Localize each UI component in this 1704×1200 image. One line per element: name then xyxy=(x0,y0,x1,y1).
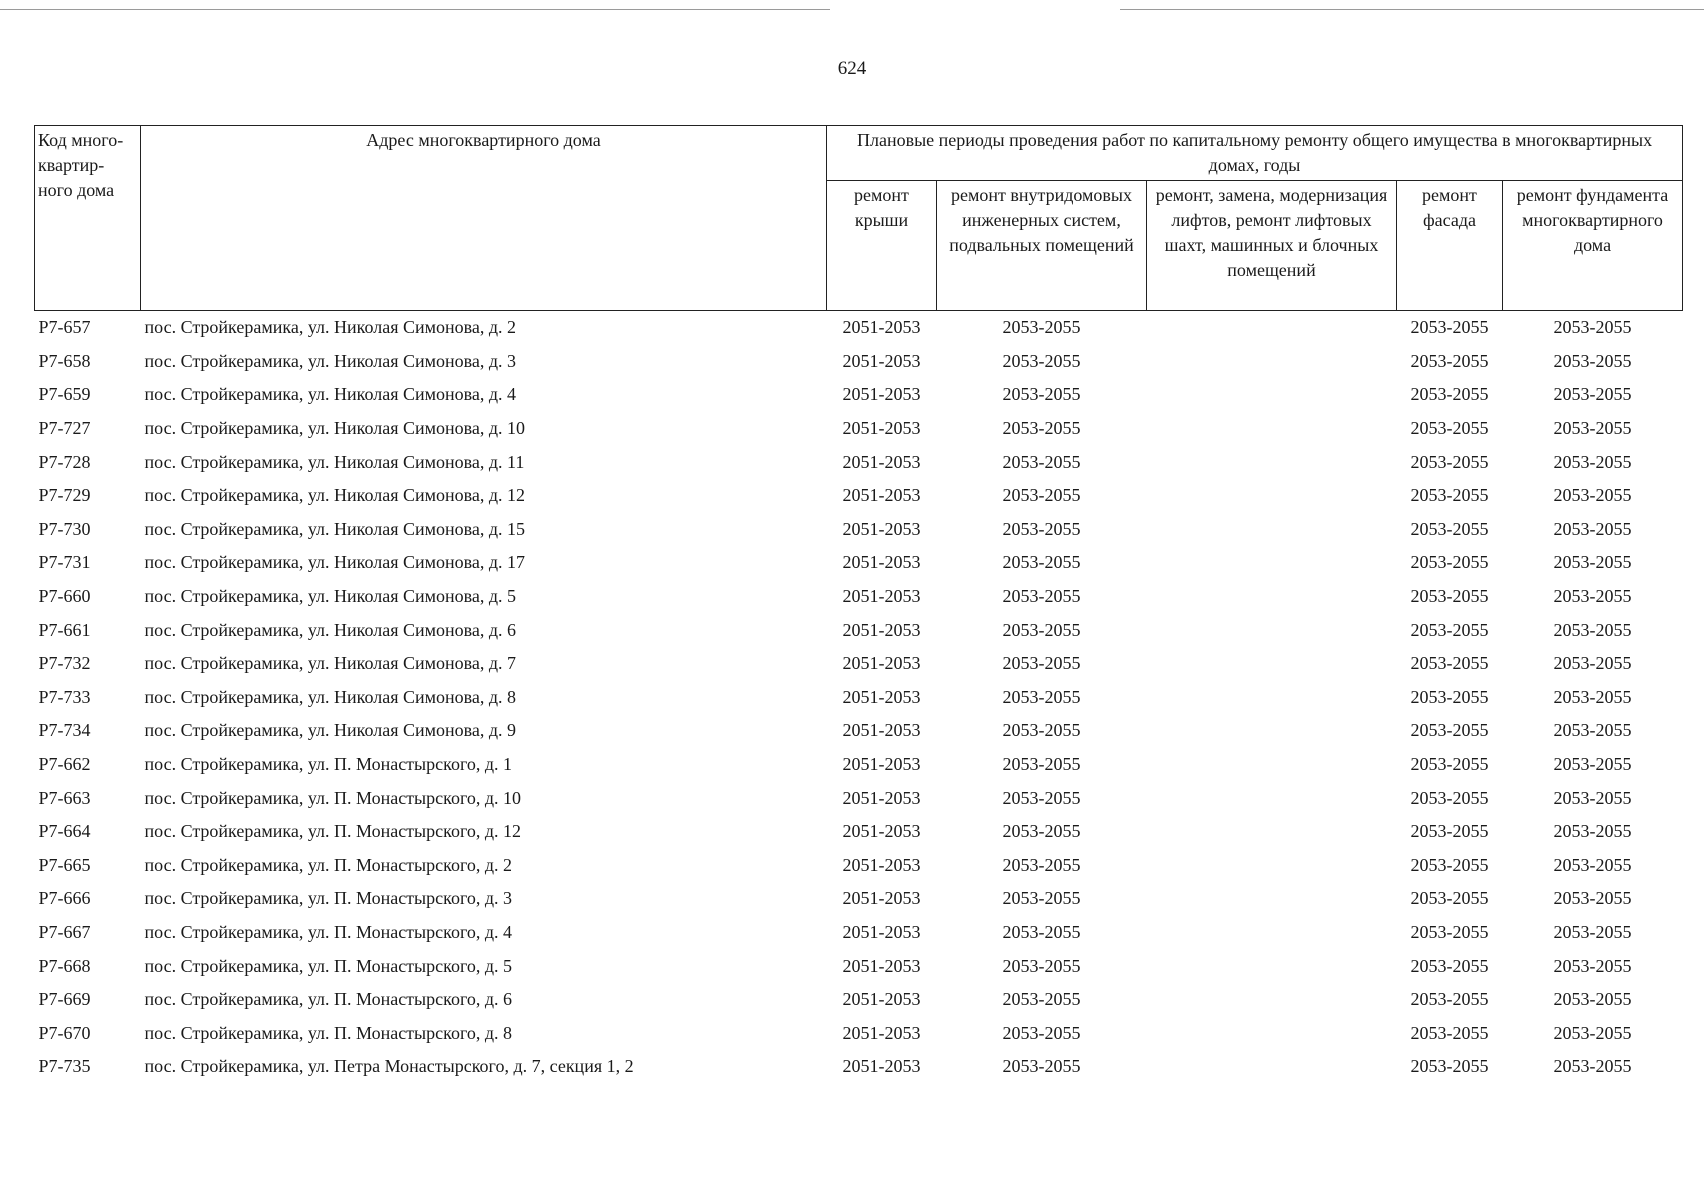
cell-engineering: 2053-2055 xyxy=(1002,686,1081,707)
table-row xyxy=(35,714,1683,748)
cell-address: пос. Стройкерамика, ул. П. Монастырского, д. 6 xyxy=(144,989,513,1010)
page-number: 624 xyxy=(837,58,867,79)
cell-engineering: 2053-2055 xyxy=(1002,821,1081,842)
cell-code: P7-665 xyxy=(38,854,91,875)
cell-roof: 2051-2053 xyxy=(842,821,921,842)
cell-roof: 2051-2053 xyxy=(842,720,921,741)
cell-facade: 2053-2055 xyxy=(1410,552,1489,573)
cell-address: пос. Стройкерамика, ул. Николая Симонова, д. 4 xyxy=(144,384,517,405)
cell-address: пос. Стройкерамика, ул. Николая Симонова, д. 11 xyxy=(144,451,525,472)
cell-address: пос. Стройкерамика, ул. Николая Симонова, д. 9 xyxy=(144,720,517,741)
table-row xyxy=(35,580,1683,614)
header-address: Адрес многоквартирного дома xyxy=(141,126,827,311)
cell-facade: 2053-2055 xyxy=(1410,888,1489,909)
cell-foundation: 2053-2055 xyxy=(1553,518,1632,539)
cell-engineering: 2053-2055 xyxy=(1002,552,1081,573)
cell-address: пос. Стройкерамика, ул. П. Монастырского, д. 4 xyxy=(144,921,513,942)
cell-elevator xyxy=(1147,546,1397,580)
cell-engineering: 2053-2055 xyxy=(1002,1056,1081,1077)
cell-facade: 2053-2055 xyxy=(1410,586,1489,607)
table-row xyxy=(35,949,1683,983)
cell-address: пос. Стройкерамика, ул. П. Монастырского, д. 1 xyxy=(144,754,513,775)
table-row xyxy=(35,916,1683,950)
cell-roof: 2051-2053 xyxy=(842,384,921,405)
cell-engineering: 2053-2055 xyxy=(1002,518,1081,539)
cell-roof: 2051-2053 xyxy=(842,418,921,439)
cell-address: пос. Стройкерамика, ул. Николая Симонова, д. 12 xyxy=(144,485,526,506)
cell-code: P7-663 xyxy=(38,787,91,808)
cell-foundation: 2053-2055 xyxy=(1553,552,1632,573)
cell-address: пос. Стройкерамика, ул. П. Монастырского, д. 3 xyxy=(144,888,513,909)
cell-code: P7-733 xyxy=(38,686,91,707)
cell-foundation: 2053-2055 xyxy=(1553,619,1632,640)
cell-roof: 2051-2053 xyxy=(842,854,921,875)
table-row xyxy=(35,345,1683,379)
table-row xyxy=(35,445,1683,479)
cell-address: пос. Стройкерамика, ул. Николая Симонова, д. 7 xyxy=(144,653,517,674)
cell-foundation: 2053-2055 xyxy=(1553,989,1632,1010)
table-body xyxy=(35,311,1683,1084)
header-roof: ремонт крыши xyxy=(827,181,937,311)
cell-facade: 2053-2055 xyxy=(1410,418,1489,439)
cell-code: P7-727 xyxy=(38,418,91,439)
cell-facade: 2053-2055 xyxy=(1410,653,1489,674)
table-row xyxy=(35,378,1683,412)
table-row xyxy=(35,983,1683,1017)
cell-foundation: 2053-2055 xyxy=(1553,787,1632,808)
cell-facade: 2053-2055 xyxy=(1410,1022,1489,1043)
cell-roof: 2051-2053 xyxy=(842,1022,921,1043)
cell-engineering: 2053-2055 xyxy=(1002,384,1081,405)
cell-engineering: 2053-2055 xyxy=(1002,653,1081,674)
cell-code: P7-666 xyxy=(38,888,91,909)
cell-elevator xyxy=(1147,815,1397,849)
cell-elevator xyxy=(1147,983,1397,1017)
cell-foundation: 2053-2055 xyxy=(1553,955,1632,976)
cell-code: P7-734 xyxy=(38,720,91,741)
cell-code: P7-660 xyxy=(38,586,91,607)
cell-roof: 2051-2053 xyxy=(842,686,921,707)
cell-elevator xyxy=(1147,781,1397,815)
cell-address: пос. Стройкерамика, ул. Николая Симонова, д. 5 xyxy=(144,586,517,607)
cell-facade: 2053-2055 xyxy=(1410,686,1489,707)
cell-code: P7-657 xyxy=(38,317,91,338)
header-facade: ремонт фасада xyxy=(1397,181,1503,311)
cell-facade: 2053-2055 xyxy=(1410,989,1489,1010)
cell-code: P7-668 xyxy=(38,955,91,976)
cell-address: пос. Стройкерамика, ул. П. Монастырского, д. 10 xyxy=(144,787,522,808)
cell-address: пос. Стройкерамика, ул. Николая Симонова, д. 15 xyxy=(144,518,526,539)
cell-roof: 2051-2053 xyxy=(842,485,921,506)
scan-top-rule xyxy=(0,9,830,10)
cell-elevator xyxy=(1147,445,1397,479)
cell-code: P7-735 xyxy=(38,1056,91,1077)
cell-address: пос. Стройкерамика, ул. П. Монастырского, д. 5 xyxy=(144,955,513,976)
table-row xyxy=(35,613,1683,647)
cell-foundation: 2053-2055 xyxy=(1553,921,1632,942)
cell-facade: 2053-2055 xyxy=(1410,451,1489,472)
cell-code: P7-659 xyxy=(38,384,91,405)
cell-foundation: 2053-2055 xyxy=(1553,653,1632,674)
cell-foundation: 2053-2055 xyxy=(1553,754,1632,775)
table-row xyxy=(35,1050,1683,1084)
cell-foundation: 2053-2055 xyxy=(1553,720,1632,741)
cell-code: P7-731 xyxy=(38,552,91,573)
cell-elevator xyxy=(1147,613,1397,647)
cell-roof: 2051-2053 xyxy=(842,989,921,1010)
cell-code: P7-670 xyxy=(38,1022,91,1043)
cell-address: пос. Стройкерамика, ул. П. Монастырского, д. 2 xyxy=(144,854,513,875)
cell-foundation: 2053-2055 xyxy=(1553,485,1632,506)
cell-engineering: 2053-2055 xyxy=(1002,888,1081,909)
cell-address: пос. Стройкерамика, ул. Николая Симонова, д. 2 xyxy=(144,317,517,338)
cell-elevator xyxy=(1147,882,1397,916)
cell-elevator xyxy=(1147,513,1397,547)
cell-elevator xyxy=(1147,647,1397,681)
cell-engineering: 2053-2055 xyxy=(1002,720,1081,741)
table-row xyxy=(35,546,1683,580)
cell-engineering: 2053-2055 xyxy=(1002,989,1081,1010)
table-row xyxy=(35,748,1683,782)
cell-code: P7-662 xyxy=(38,754,91,775)
cell-code: P7-732 xyxy=(38,653,91,674)
cell-roof: 2051-2053 xyxy=(842,653,921,674)
cell-code: P7-730 xyxy=(38,518,91,539)
cell-address: пос. Стройкерамика, ул. П. Монастырского, д. 12 xyxy=(144,821,522,842)
cell-elevator xyxy=(1147,412,1397,446)
table-row xyxy=(35,882,1683,916)
cell-address: пос. Стройкерамика, ул. Николая Симонова, д. 10 xyxy=(144,418,526,439)
cell-facade: 2053-2055 xyxy=(1410,384,1489,405)
cell-foundation: 2053-2055 xyxy=(1553,350,1632,371)
table-row xyxy=(35,681,1683,715)
cell-elevator xyxy=(1147,916,1397,950)
cell-foundation: 2053-2055 xyxy=(1553,686,1632,707)
cell-roof: 2051-2053 xyxy=(842,754,921,775)
cell-facade: 2053-2055 xyxy=(1410,317,1489,338)
cell-elevator xyxy=(1147,345,1397,379)
header-group: Плановые периоды проведения работ по капитальному ремонту общего имущества в многоквартирных домах, годы xyxy=(827,126,1683,181)
header-code: Код много-квартир-ного дома xyxy=(35,126,141,311)
cell-roof: 2051-2053 xyxy=(842,552,921,573)
cell-elevator xyxy=(1147,849,1397,883)
table-row xyxy=(35,513,1683,547)
table-row xyxy=(35,815,1683,849)
cell-code: P7-669 xyxy=(38,989,91,1010)
cell-address: пос. Стройкерамика, ул. Николая Симонова, д. 6 xyxy=(144,619,517,640)
cell-facade: 2053-2055 xyxy=(1410,1056,1489,1077)
cell-address: пос. Стройкерамика, ул. Николая Симонова, д. 3 xyxy=(144,350,517,371)
cell-engineering: 2053-2055 xyxy=(1002,619,1081,640)
cell-facade: 2053-2055 xyxy=(1410,619,1489,640)
cell-code: P7-661 xyxy=(38,619,91,640)
cell-elevator xyxy=(1147,1016,1397,1050)
cell-engineering: 2053-2055 xyxy=(1002,317,1081,338)
cell-code: P7-728 xyxy=(38,451,91,472)
cell-code: P7-664 xyxy=(38,821,91,842)
cell-foundation: 2053-2055 xyxy=(1553,384,1632,405)
cell-elevator xyxy=(1147,378,1397,412)
cell-roof: 2051-2053 xyxy=(842,955,921,976)
table-row xyxy=(35,479,1683,513)
cell-roof: 2051-2053 xyxy=(842,888,921,909)
table-row xyxy=(35,311,1683,345)
cell-foundation: 2053-2055 xyxy=(1553,821,1632,842)
cell-facade: 2053-2055 xyxy=(1410,754,1489,775)
cell-facade: 2053-2055 xyxy=(1410,350,1489,371)
cell-foundation: 2053-2055 xyxy=(1553,1022,1632,1043)
cell-elevator xyxy=(1147,714,1397,748)
cell-elevator xyxy=(1147,580,1397,614)
cell-facade: 2053-2055 xyxy=(1410,854,1489,875)
cell-engineering: 2053-2055 xyxy=(1002,418,1081,439)
cell-facade: 2053-2055 xyxy=(1410,518,1489,539)
cell-address: пос. Стройкерамика, ул. Петра Монастырского, д. 7, секция 1, 2 xyxy=(144,1056,634,1077)
cell-facade: 2053-2055 xyxy=(1410,955,1489,976)
cell-engineering: 2053-2055 xyxy=(1002,955,1081,976)
cell-elevator xyxy=(1147,479,1397,513)
cell-engineering: 2053-2055 xyxy=(1002,350,1081,371)
cell-roof: 2051-2053 xyxy=(842,1056,921,1077)
cell-engineering: 2053-2055 xyxy=(1002,854,1081,875)
cell-roof: 2051-2053 xyxy=(842,586,921,607)
table-row xyxy=(35,849,1683,883)
cell-elevator xyxy=(1147,311,1397,345)
header-foundation: ремонт фундамента многоквартирного дома xyxy=(1503,181,1683,311)
scan-top-rule-right xyxy=(1120,9,1704,10)
cell-foundation: 2053-2055 xyxy=(1553,586,1632,607)
cell-code: P7-729 xyxy=(38,485,91,506)
cell-elevator xyxy=(1147,949,1397,983)
cell-roof: 2051-2053 xyxy=(842,619,921,640)
cell-engineering: 2053-2055 xyxy=(1002,787,1081,808)
cell-elevator xyxy=(1147,748,1397,782)
cell-foundation: 2053-2055 xyxy=(1553,317,1632,338)
cell-roof: 2051-2053 xyxy=(842,350,921,371)
cell-facade: 2053-2055 xyxy=(1410,921,1489,942)
cell-foundation: 2053-2055 xyxy=(1553,888,1632,909)
cell-facade: 2053-2055 xyxy=(1410,787,1489,808)
cell-roof: 2051-2053 xyxy=(842,451,921,472)
table-header xyxy=(35,126,1683,311)
repair-schedule-table xyxy=(34,125,1683,1084)
cell-engineering: 2053-2055 xyxy=(1002,586,1081,607)
cell-facade: 2053-2055 xyxy=(1410,485,1489,506)
cell-foundation: 2053-2055 xyxy=(1553,418,1632,439)
cell-address: пос. Стройкерамика, ул. Николая Симонова, д. 8 xyxy=(144,686,517,707)
cell-facade: 2053-2055 xyxy=(1410,821,1489,842)
cell-code: P7-667 xyxy=(38,921,91,942)
header-engineering: ремонт внутридомовых инженерных систем, подвальных помещений xyxy=(937,181,1147,311)
cell-engineering: 2053-2055 xyxy=(1002,485,1081,506)
cell-engineering: 2053-2055 xyxy=(1002,921,1081,942)
table-row xyxy=(35,647,1683,681)
cell-roof: 2051-2053 xyxy=(842,787,921,808)
cell-elevator xyxy=(1147,1050,1397,1084)
cell-foundation: 2053-2055 xyxy=(1553,854,1632,875)
cell-engineering: 2053-2055 xyxy=(1002,1022,1081,1043)
cell-elevator xyxy=(1147,681,1397,715)
header-elevator: ремонт, замена, модернизация лифтов, ремонт лифтовых шахт, машинных и блочных помещений xyxy=(1147,181,1397,311)
cell-address: пос. Стройкерамика, ул. Николая Симонова, д. 17 xyxy=(144,552,526,573)
cell-code: P7-658 xyxy=(38,350,91,371)
cell-foundation: 2053-2055 xyxy=(1553,1056,1632,1077)
cell-engineering: 2053-2055 xyxy=(1002,754,1081,775)
table-row xyxy=(35,412,1683,446)
table-row xyxy=(35,781,1683,815)
table-row xyxy=(35,1016,1683,1050)
cell-address: пос. Стройкерамика, ул. П. Монастырского, д. 8 xyxy=(144,1022,513,1043)
cell-roof: 2051-2053 xyxy=(842,317,921,338)
cell-engineering: 2053-2055 xyxy=(1002,451,1081,472)
cell-roof: 2051-2053 xyxy=(842,518,921,539)
cell-facade: 2053-2055 xyxy=(1410,720,1489,741)
cell-roof: 2051-2053 xyxy=(842,921,921,942)
cell-foundation: 2053-2055 xyxy=(1553,451,1632,472)
